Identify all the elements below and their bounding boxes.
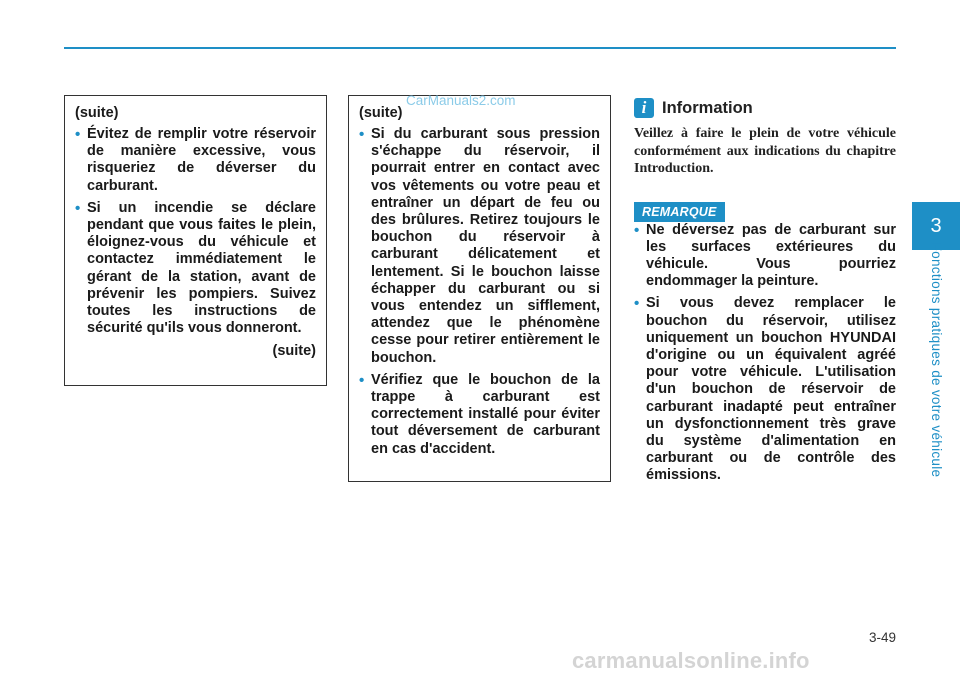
bullet-icon: • (634, 221, 640, 239)
bullet-icon: • (634, 295, 640, 313)
warning-box-middle (348, 95, 611, 482)
page-number: 3-49 (868, 630, 896, 645)
bullet-icon: • (75, 199, 81, 217)
remarque-list (634, 222, 896, 485)
watermark-top: CarManuals2.com (406, 93, 516, 108)
watermark-bottom: carmanualsonline.info (572, 648, 810, 673)
warning-list (359, 126, 600, 458)
bullet-icon: • (359, 126, 365, 143)
chapter-title-vertical: Fonctions pratiques de votre véhicule (929, 242, 944, 478)
remarque-item: • Ne déversez pas de carburant sur les surfaces extérieures du véhicule. Vous pourriez endommager la peinture. (634, 221, 896, 290)
warning-item: • Si du carburant sous pression s'échappe du réservoir, il pourrait entrer en contact avec vos vêtements ou votre peau et entraîner un départ de feu ou des brûlures. Retirez toujours le bouchon du réservoir à carburant délicatement et lentement. Si le bouchon laisse échapper du carburant ou si vous entendez un sifflement, attendez que le phénomène cesse pour retirer entièrement le bouchon. (359, 126, 600, 366)
info-icon: i (634, 98, 654, 118)
warning-item: • Évitez de remplir votre réservoir de manière excessive, vous risqueriez de déverser du carburant. (75, 126, 316, 194)
header-rule (64, 47, 896, 49)
bullet-icon: • (75, 126, 81, 143)
continued-label: (suite) (75, 105, 119, 121)
remarque-badge: REMARQUE (634, 202, 725, 222)
continued-label: (suite) (359, 105, 403, 121)
bullet-icon: • (359, 371, 365, 389)
information-section (634, 95, 896, 490)
warning-box-left (64, 95, 327, 386)
continued-label-footer: (suite) (272, 343, 316, 360)
warning-item: • Vérifiez que le bouchon de la trappe à carburant est correctement installé pour éviter tout déversement de carburant en cas d'accident. (359, 371, 600, 457)
warning-list (75, 126, 316, 337)
remarque-item: • Si vous devez remplacer le bouchon du réservoir, utilisez uniquement un bouchon HYUNDAI d'origine ou un équivalent agréé pour votre véhicule. L'utilisation d'un bouchon de réservoir de carburant inadapté peut entraîner un dysfonctionnement très grave du système d'alimentation en carburant ou de contrôle des émissions. (634, 295, 896, 484)
information-title: Information (662, 98, 753, 117)
information-header (634, 95, 896, 121)
warning-item: • Si un incendie se déclare pendant que vous faites le plein, éloignez-vous du véhicule et contactez immédiatement le gérant de la station, avant de prévenir les pompiers. Suivez toutes les instructions de sécurité qu'ils vous donneront. (75, 199, 316, 337)
chapter-tab: 3 (912, 202, 960, 250)
information-text: Veillez à faire le plein de votre véhicule conformément aux indications du chapitre Introduction. (634, 126, 896, 176)
